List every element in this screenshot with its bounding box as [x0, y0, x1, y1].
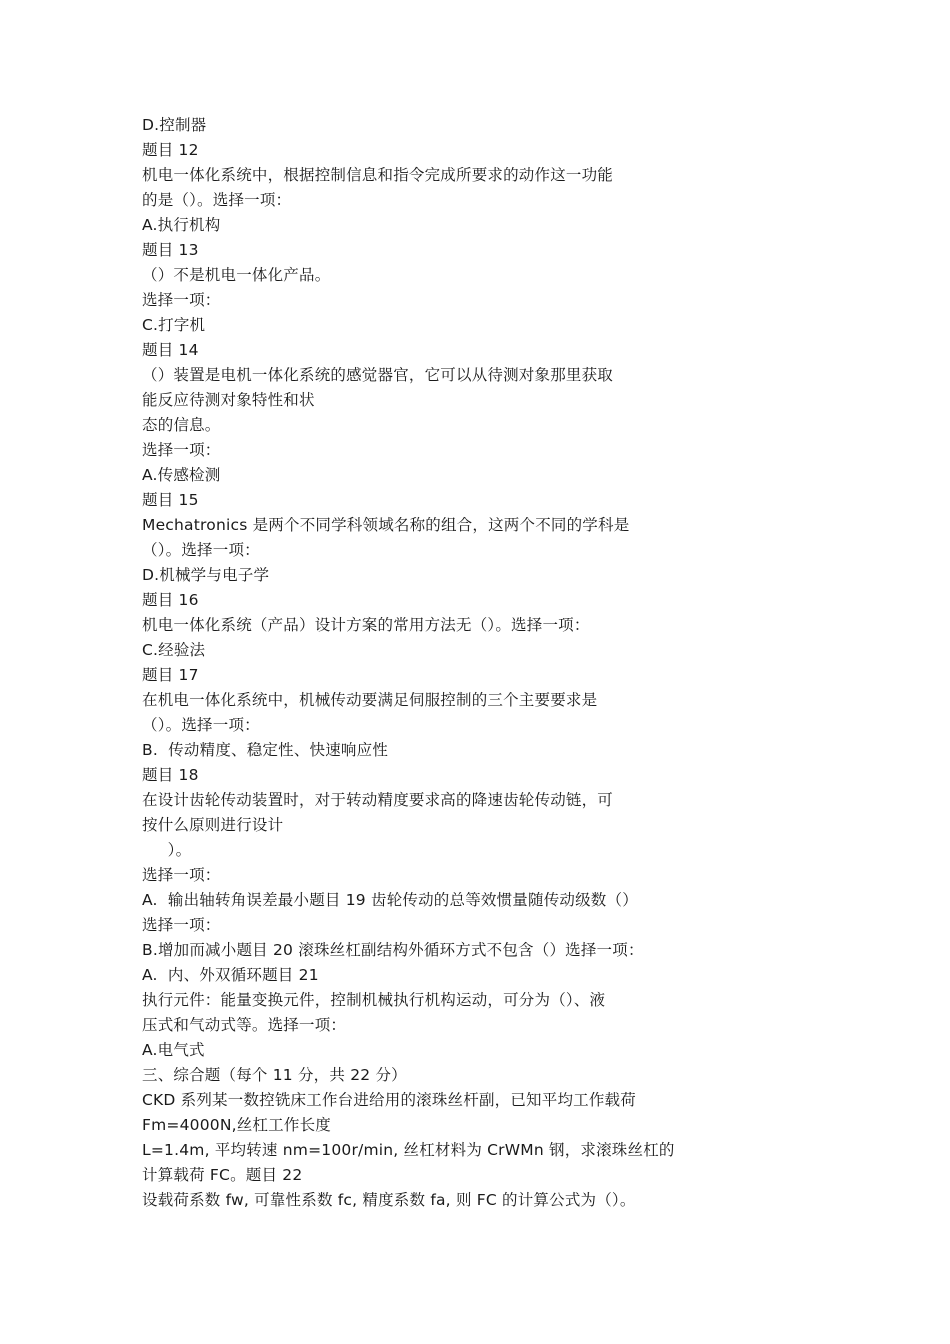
text-line: 题目 17 — [142, 666, 199, 684]
text-line: CKD 系列某一数控铣床工作台进给用的滚珠丝杆副，已知平均工作载荷 — [142, 1091, 636, 1109]
text-line: D.机械学与电子学 — [142, 566, 270, 584]
text-line: 三、综合题（每个 11 分，共 22 分） — [142, 1066, 407, 1084]
text-line: 态的信息。 — [142, 416, 221, 434]
text-line: C.打字机 — [142, 316, 206, 334]
text-line: 题目 14 — [142, 341, 199, 359]
text-line: 的是（）。选择一项： — [142, 191, 292, 209]
text-line: （）。选择一项： — [142, 541, 260, 559]
text-line: 机电一体化系统中，根据控制信息和指令完成所要求的动作这一功能 — [142, 166, 614, 184]
text-line: 在机电一体化系统中，机械传动要满足伺服控制的三个主要要求是 — [142, 691, 598, 709]
text-line: Mechatronics 是两个不同学科领域名称的组合，这两个不同的学科是 — [142, 516, 630, 534]
text-line: 题目 16 — [142, 591, 199, 609]
text-line: （）装置是电机一体化系统的感觉器官，它可以从待测对象那里获取 — [142, 366, 614, 384]
text-line: 按什么原则进行设计 — [142, 816, 284, 834]
text-line: Fm=4000N,丝杠工作长度 — [142, 1116, 331, 1134]
text-line: 选择一项： — [142, 866, 221, 884]
text-line: 设载荷系数 fw, 可靠性系数 fc, 精度系数 fa, 则 FC 的计算公式为（）。 — [142, 1191, 636, 1209]
text-line: L=1.4m, 平均转速 nm=100r/min, 丝杠材料为 CrWMn 钢，求滚珠丝杠的 — [142, 1141, 675, 1159]
text-line: 选择一项： — [142, 916, 221, 934]
text-line: D.控制器 — [142, 116, 207, 134]
text-line: 题目 13 — [142, 241, 199, 259]
text-line: 执行元件：能量变换元件，控制机械执行机构运动，可分为（）、液 — [142, 991, 606, 1009]
text-line: 题目 12 — [142, 141, 199, 159]
text-line: ）。 — [142, 841, 192, 859]
text-line: （）。选择一项： — [142, 716, 260, 734]
text-line: A. 输出轴转角误差最小题目 19 齿轮传动的总等效惯量随传动级数（） — [142, 891, 638, 909]
text-line: 计算载荷 FC。题目 22 — [142, 1166, 303, 1184]
text-line: 题目 15 — [142, 491, 199, 509]
text-line: C.经验法 — [142, 641, 206, 659]
text-line: 选择一项： — [142, 441, 221, 459]
text-line: B. 传动精度、稳定性、快速响应性 — [142, 741, 389, 759]
text-line: A.传感检测 — [142, 466, 221, 484]
text-line: 能反应待测对象特性和状 — [142, 391, 315, 409]
text-line: 题目 18 — [142, 766, 199, 784]
text-line: A.执行机构 — [142, 216, 221, 234]
text-line: 机电一体化系统（产品）设计方案的常用方法无（）。选择一项： — [142, 616, 590, 634]
text-line: A. 内、外双循环题目 21 — [142, 966, 319, 984]
text-line: B.增加而减小题目 20 滚珠丝杠副结构外循环方式不包含（）选择一项： — [142, 941, 644, 959]
text-line: 在设计齿轮传动装置时，对于转动精度要求高的降速齿轮传动链，可 — [142, 791, 614, 809]
text-line: （）不是机电一体化产品。 — [142, 266, 331, 284]
text-line: A.电气式 — [142, 1041, 205, 1059]
text-line: 压式和气动式等。选择一项： — [142, 1016, 347, 1034]
document-body — [142, 113, 842, 1213]
text-line: 选择一项： — [142, 291, 221, 309]
